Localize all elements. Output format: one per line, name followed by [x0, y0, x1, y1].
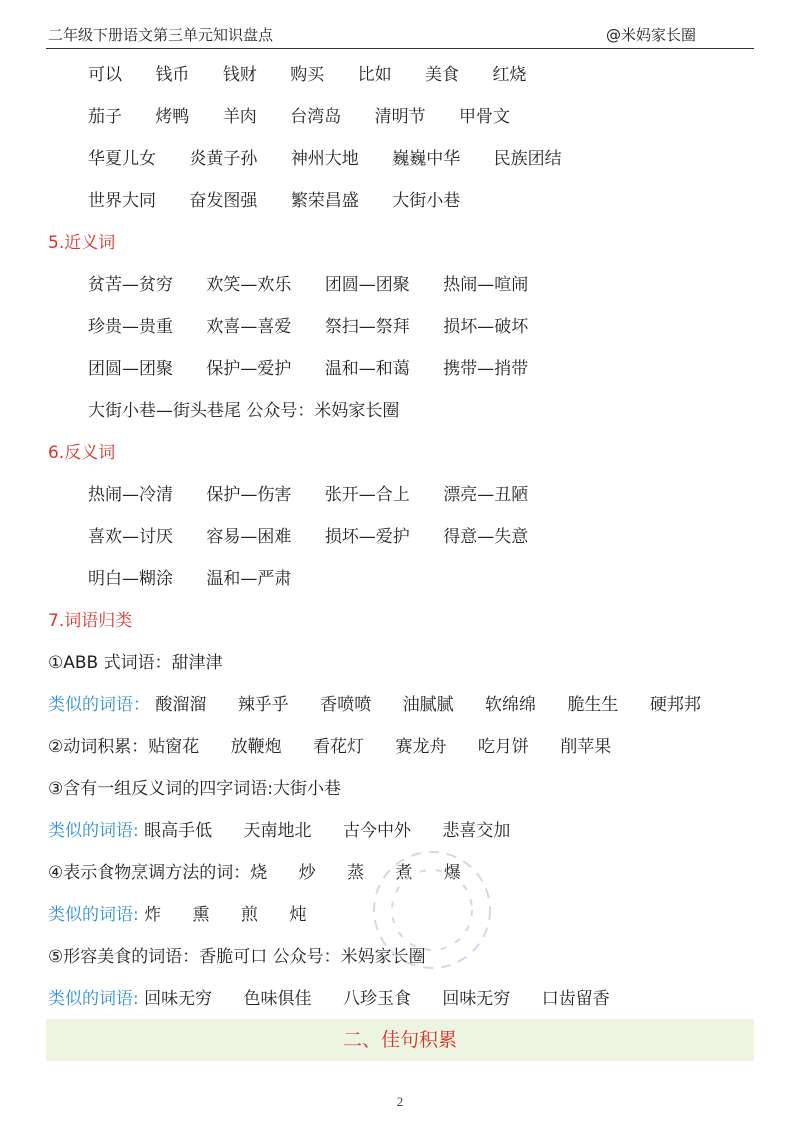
- abb-item: [48, 648, 223, 678]
- word-pair: 珍贵—贵重: [88, 317, 173, 337]
- word: 酸溜溜: [155, 695, 207, 715]
- word: 民族团结: [493, 149, 562, 169]
- word: 煮: [395, 863, 413, 883]
- word-row: [88, 60, 554, 90]
- word-pair: 团圆—团聚: [88, 359, 173, 379]
- word: 眼高手低: [144, 821, 213, 841]
- word: 世界大同: [88, 191, 156, 211]
- word: 巍巍中华: [392, 149, 461, 169]
- word-pair: 热闹—喧闹: [443, 275, 529, 295]
- similar-label: 类似的词语:: [48, 989, 139, 1009]
- similar-label: 类似的词语:: [48, 905, 139, 925]
- word-pair: 保护—爱护: [206, 359, 292, 379]
- word-pair: 容易—困难: [206, 527, 292, 547]
- word: 神州大地: [290, 149, 359, 169]
- word: 口齿留香: [541, 989, 610, 1009]
- verb-text: ②动词积累：贴窗花: [48, 737, 200, 757]
- word: 香喷喷: [320, 695, 372, 715]
- synonyms-heading: 5.近义词: [48, 233, 116, 253]
- cook-item: [48, 858, 487, 888]
- antonym4-item: [48, 774, 341, 804]
- word: 色味俱佳: [243, 989, 312, 1009]
- word-pair: 携带—捎带: [443, 359, 529, 379]
- word: 比如: [357, 65, 392, 85]
- page-number: 2: [396, 1094, 404, 1109]
- word-pair: 漂亮—丑陋: [443, 485, 529, 505]
- antonyms-heading: 6.反义词: [48, 443, 116, 463]
- synonym-row: [88, 270, 556, 300]
- section-band-title: 二、佳句积累: [342, 1029, 457, 1051]
- word: 油腻腻: [402, 695, 454, 715]
- word-pair: 大街小巷—街头巷尾 公众号：米妈家长圈: [88, 401, 400, 421]
- word: 削苹果: [560, 737, 612, 757]
- section-band: [46, 1019, 754, 1061]
- word: 红烧: [492, 65, 527, 85]
- cook-similar-item: [48, 900, 332, 930]
- word: 脆生生: [567, 695, 619, 715]
- food-text: ⑤形容美食的词语：香脆可口 公众号：米妈家长圈: [48, 947, 426, 967]
- abb-similar-item: [48, 690, 727, 720]
- word-pair: 温和—严肃: [206, 569, 292, 589]
- word: 烤鸭: [155, 107, 190, 127]
- page-header: [46, 22, 754, 49]
- word-pair: 热闹—冷清: [88, 485, 173, 505]
- header-title: 二年级下册语文第三单元知识盘点: [48, 26, 274, 44]
- similar-label: 类似的词语:: [48, 821, 139, 841]
- word: 辣乎乎: [237, 695, 289, 715]
- antonym4-similar-item: [48, 816, 536, 846]
- abb-text: ①ABB 式词语：甜津津: [48, 653, 223, 673]
- word-pair: 明白—糊涂: [88, 569, 173, 589]
- word-pair: 损坏—爱护: [324, 527, 410, 547]
- word: 清明节: [374, 107, 426, 127]
- word: 硬邦邦: [649, 695, 701, 715]
- word: 美食: [425, 65, 460, 85]
- synonym-row: [88, 354, 556, 384]
- word: 甲骨文: [459, 107, 511, 127]
- word: 台湾岛: [290, 107, 342, 127]
- word: 炒: [298, 863, 316, 883]
- antonym-row: [88, 522, 556, 552]
- classify-heading: 7.词语归类: [48, 611, 133, 631]
- word: 回味无穷: [442, 989, 511, 1009]
- word-pair: 得意—失意: [443, 527, 529, 547]
- word: 软绵绵: [485, 695, 537, 715]
- word-pair: 贫苦—贫穷: [88, 275, 173, 295]
- word: 吃月饼: [477, 737, 529, 757]
- word: 炎黄子孙: [189, 149, 258, 169]
- word: 放鞭炮: [230, 737, 282, 757]
- word: 奋发图强: [189, 191, 258, 211]
- word: 华夏儿女: [88, 149, 156, 169]
- antonym4-text: ③含有一组反义词的四字词语:大街小巷: [48, 779, 341, 799]
- word: 熏: [192, 905, 210, 925]
- word: 回味无穷: [144, 989, 213, 1009]
- word: 钱财: [222, 65, 257, 85]
- antonym-row: [88, 480, 556, 510]
- word: 爆: [443, 863, 461, 883]
- word-pair: 祭扫—祭拜: [324, 317, 410, 337]
- word: 购买: [290, 65, 325, 85]
- word: 可以: [88, 65, 122, 85]
- word: 繁荣昌盛: [290, 191, 359, 211]
- synonym-row: [88, 312, 556, 342]
- word: 古今中外: [342, 821, 411, 841]
- word-pair: 张开—合上: [324, 485, 410, 505]
- word: 赛龙舟: [395, 737, 447, 757]
- food-similar-item: [48, 984, 636, 1014]
- word: 悲喜交加: [442, 821, 511, 841]
- word: 钱币: [155, 65, 190, 85]
- word: 大街小巷: [392, 191, 461, 211]
- word-row: [88, 144, 590, 174]
- word-pair: 损坏—破坏: [443, 317, 529, 337]
- similar-label: 类似的词语：: [48, 695, 150, 715]
- word: 煎: [240, 905, 258, 925]
- word-pair: 喜欢—讨厌: [88, 527, 173, 547]
- header-brand: @米妈家长圈: [605, 26, 696, 44]
- word: 看花灯: [313, 737, 365, 757]
- word-pair: 欢笑—欢乐: [206, 275, 292, 295]
- cook-text: ④表示食物烹调方法的词：烧: [48, 863, 268, 883]
- word: 炖: [289, 905, 307, 925]
- word: 八珍玉食: [342, 989, 411, 1009]
- word-pair: 温和—和蔼: [324, 359, 410, 379]
- word: 羊肉: [222, 107, 257, 127]
- word-pair: 保护—伤害: [206, 485, 292, 505]
- food-item: [48, 942, 426, 972]
- word-row: [88, 186, 488, 216]
- word-pair: 团圆—团聚: [324, 275, 410, 295]
- word: 炸: [144, 905, 162, 925]
- word-row: [88, 102, 538, 132]
- antonym-row: [88, 564, 319, 594]
- word: 蒸: [347, 863, 365, 883]
- synonym-row: [88, 396, 427, 426]
- word-pair: 欢喜—喜爱: [206, 317, 292, 337]
- verb-item: [48, 732, 637, 762]
- word: 茄子: [88, 107, 122, 127]
- word: 天南地北: [243, 821, 312, 841]
